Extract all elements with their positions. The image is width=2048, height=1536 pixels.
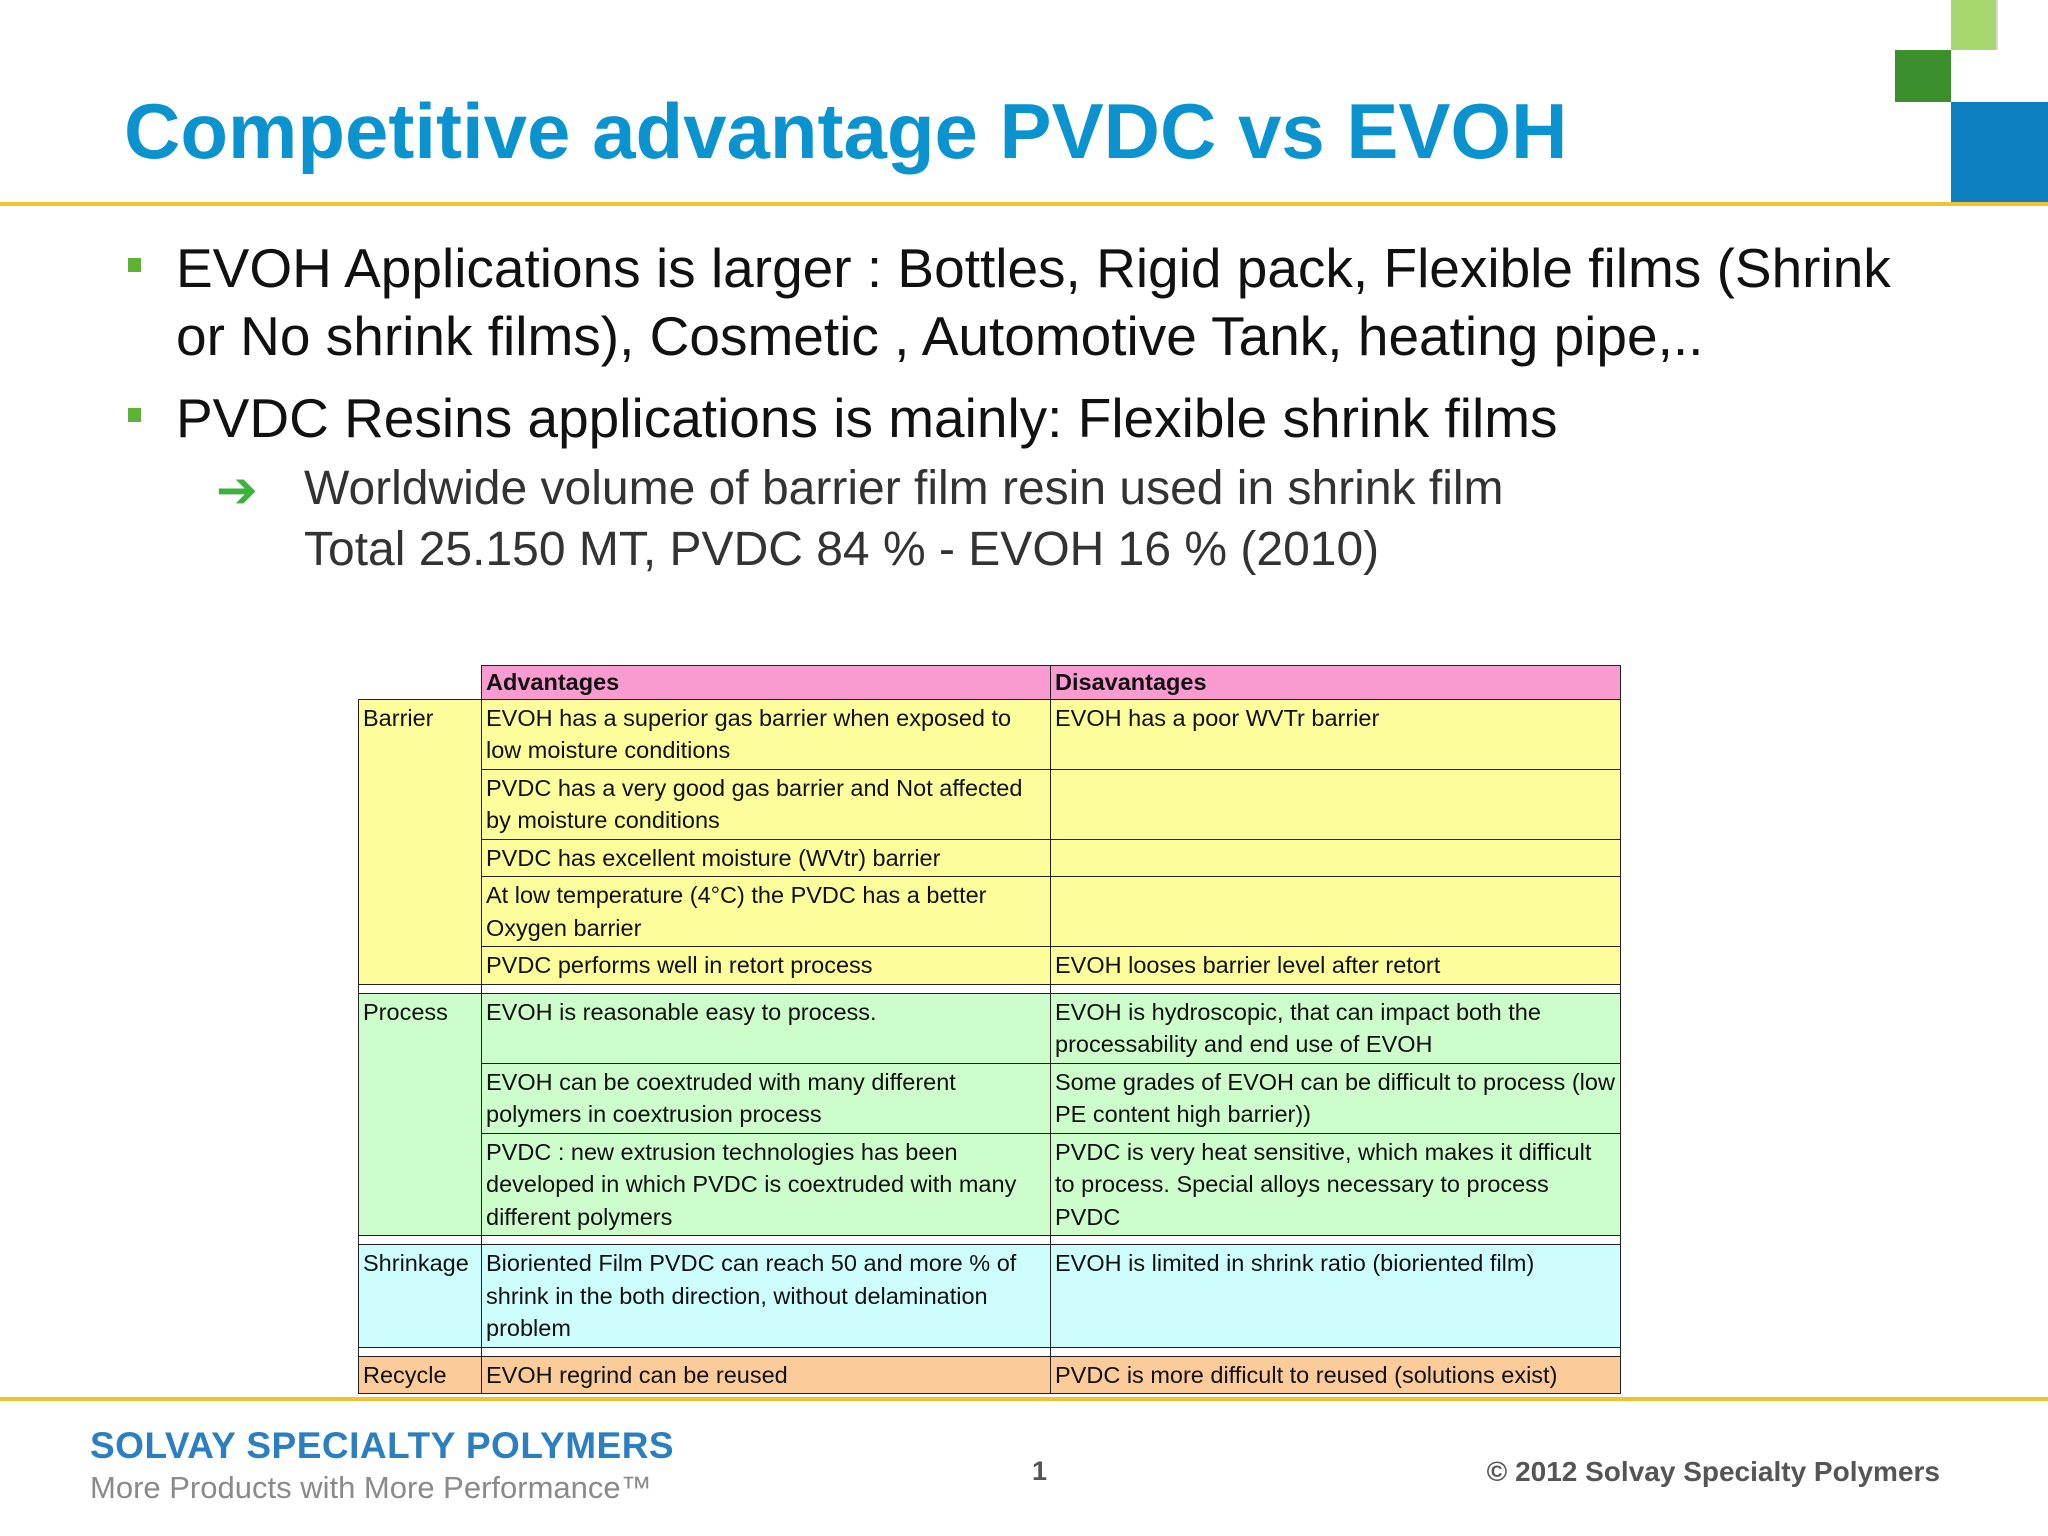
table-row [359,1133,1621,1236]
spacer-row [359,1347,1621,1356]
slide-title: Competitive advantage PVDC vs EVOH [124,87,1568,175]
page-number: 1 [1032,1456,1048,1486]
disadvantage-cell [1051,877,1621,947]
advantage-cell: PVDC : new extrusion technologies has been developed in which PVDC is coextruded with many different polymers [482,1133,1051,1236]
bullet-square-icon [128,258,141,272]
advantage-cell: EVOH can be coextruded with many different polymers in coextrusion process [482,1063,1051,1133]
spacer-row [359,1236,1621,1245]
bullet-text: EVOH Applications is larger : Bottles, Rigid pack, Flexible films (Shrink or No shrink films), Cosmetic , Automotive Tank, heating pipe,.. [176,237,1891,367]
corner-square-darkgreen [1895,50,1951,102]
bullet-square-icon [128,408,141,422]
sub-bullet-line: Worldwide volume of barrier film resin used in shrink film [304,462,1504,515]
spacer-row [359,984,1621,993]
disadvantage-cell: PVDC is very heat sensitive, which makes it difficult to process. Special alloys necessary to process PVDC [1051,1133,1621,1236]
advantage-cell: PVDC performs well in retort process [482,947,1051,985]
table-row [359,1356,1621,1394]
bullet-text: PVDC Resins applications is mainly: Flexible shrink films [176,387,1558,449]
advantage-cell: PVDC has a very good gas barrier and Not affected by moisture conditions [482,769,1051,839]
arrow-right-icon: ➔ [216,461,258,519]
header-advantages: Advantages [482,666,1051,700]
sub-bullet [124,458,1944,580]
bullet-list [124,234,1944,580]
category-barrier: Barrier [359,699,482,984]
disadvantage-cell: EVOH is hydroscopic, that can impact both the processability and end use of EVOH [1051,993,1621,1063]
title-rule [0,202,2048,206]
category-shrinkage: Shrinkage [359,1245,482,1348]
corner-square-lightgreen [1951,0,1996,50]
advantage-cell: PVDC has excellent moisture (WVtr) barrier [482,839,1051,877]
advantage-cell: EVOH has a superior gas barrier when exposed to low moisture conditions [482,699,1051,769]
table-row [359,947,1621,985]
sub-bullet-line: Total 25.150 MT, PVDC 84 % - EVOH 16 % (2010) [304,523,1380,576]
copyright-notice: © 2012 Solvay Specialty Polymers [1486,1456,1940,1487]
bullet-item [124,384,1944,452]
header-blank-cell [359,666,482,700]
disadvantage-cell: EVOH has a poor WVTr barrier [1051,699,1621,769]
table-row [359,993,1621,1063]
advantage-cell: At low temperature (4°C) the PVDC has a better Oxygen barrier [482,877,1051,947]
advantage-cell: EVOH regrind can be reused [482,1356,1051,1394]
category-recycle: Recycle [359,1356,482,1394]
table-row [359,769,1621,839]
disadvantage-cell: Some grades of EVOH can be difficult to process (low PE content high barrier)) [1051,1063,1621,1133]
category-process: Process [359,993,482,1236]
footer-rule [0,1397,2048,1401]
disadvantage-cell [1051,769,1621,839]
brand-tagline: More Products with More Performance™ [90,1470,652,1505]
disadvantage-cell: EVOH looses barrier level after retort [1051,947,1621,985]
bullet-item [124,234,1944,370]
disadvantage-cell: PVDC is more difficult to reused (solutions exist) [1051,1356,1621,1394]
table-header-row [359,666,1621,700]
corner-square-blue [1951,102,2048,202]
header-disadvantages: Disavantages [1051,666,1621,700]
table-row [359,877,1621,947]
corner-divider [1996,0,1998,50]
advantage-cell: EVOH is reasonable easy to process. [482,993,1051,1063]
brand-logo [90,1424,674,1508]
advantage-cell: Bioriented Film PVDC can reach 50 and more % of shrink in the both direction, without delamination problem [482,1245,1051,1348]
brand-name: SOLVAY SPECIALTY POLYMERS [90,1425,675,1466]
table-row [359,839,1621,877]
table-row [359,1245,1621,1348]
table-row [359,699,1621,769]
table-row [359,1063,1621,1133]
comparison-table [358,665,1621,1394]
disadvantage-cell: EVOH is limited in shrink ratio (bioriented film) [1051,1245,1621,1348]
disadvantage-cell [1051,839,1621,877]
